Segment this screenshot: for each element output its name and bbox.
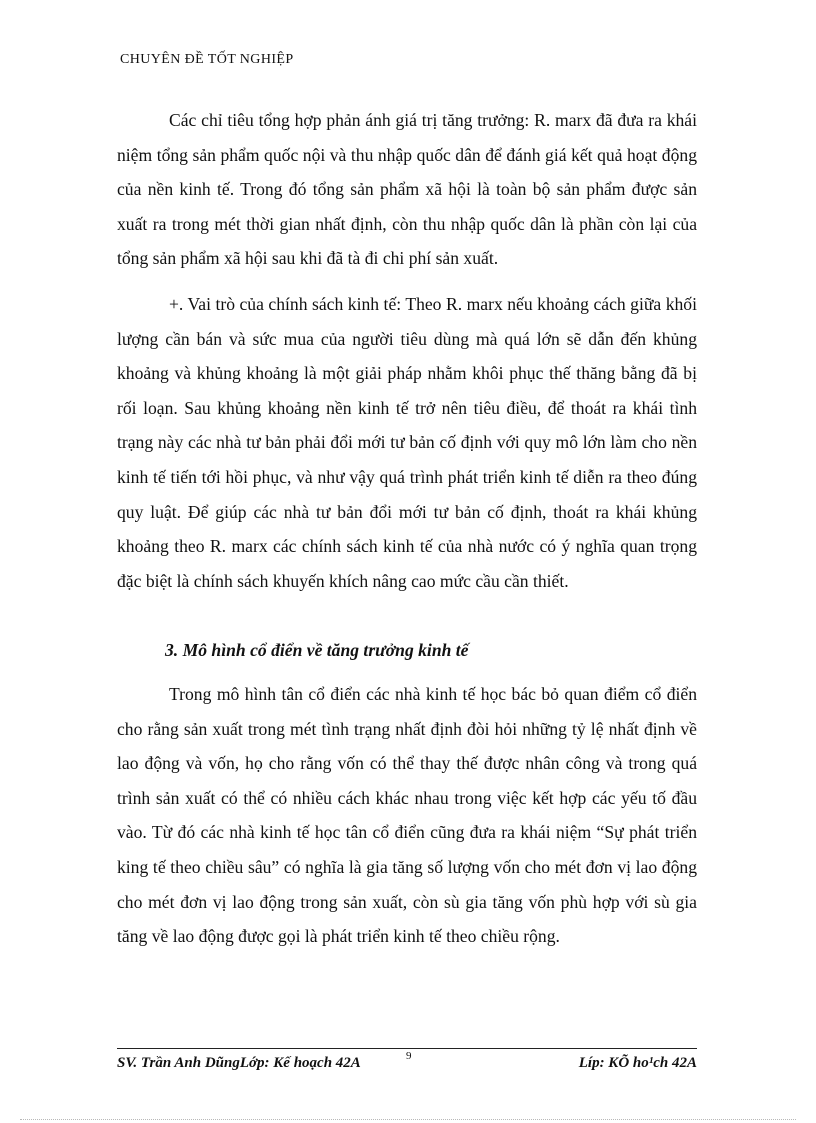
paragraph-growth-indicators: Các chỉ tiêu tổng hợp phản ánh giá trị tăng trưởng: R. marx đã đưa ra khái niệm tổng sản phẩm quốc nội và thu nhập quốc dân để đánh giá kết quả hoạt động của nền kinh tế. Trong đó tổng sản phẩm xã hội là toàn bộ sản phẩm được sản xuất ra trong mét thời gian nhất định, còn thu nhập quốc dân là phần còn lại của tổng sản phẩm xã hội sau khi đã tà đi chi phí sản xuất.	[117, 110, 697, 269]
footer-class-label: Líp: KÕ ho¹ch 42A	[578, 1055, 697, 1071]
footer-author-class: SV. Trần Anh DũngLớp: Kế hoạch 42A	[117, 1055, 361, 1071]
footer-divider	[117, 1048, 697, 1049]
paragraph-neoclassical-model: Trong mô hình tân cổ điển các nhà kinh tế học bác bỏ quan điểm cổ điển cho rằng sản xuất trong mét tình trạng nhất định đòi hỏi những tỷ lệ nhất định về lao động và vốn, họ cho rằng vốn có thể thay thế được nhân công và trong quá trình sản xuất có thể có nhiều cách khác nhau trong việc kết hợp các yếu tố đầu vào. Từ đó các nhà kinh tế học tân cổ điển cũng đưa ra khái niệm “Sự phát triển king tế theo chiều sâu” có nghĩa là gia tăng số lượng vốn cho mét đơn vị lao động cho mét đơn vị lao động trong sản xuất, còn sù gia tăng vốn phù hợp với sù gia tăng về lao động được gọi là phát triển kinh tế theo chiều rộng.	[117, 684, 697, 947]
page-number: 9	[406, 1050, 412, 1062]
page-bottom-border	[20, 1119, 796, 1120]
paragraph-economic-policy-role: +. Vai trò của chính sách kinh tế: Theo R. marx nếu khoảng cách giữa khối lượng cần bán và sức mua của người tiêu dùng mà quá lớn sẽ dẫn đến khủng khoảng và khủng khoảng là một giải pháp nhằm khôi phục thế thăng bằng đã bị rối loạn. Sau khủng khoảng nền kinh tế trở nên tiêu điều, để thoát ra khái tình trạng này các nhà tư bản phải đổi mới tư bản cố định với quy mô lớn làm cho nền kinh tế tiến tới hồi phục, và như vậy quá trình phát triển kinh tế diễn ra theo đúng quy luật. Để giúp các nhà tư bản đổi mới tư bản cố định, thoát ra khái khủng khoảng theo R. marx các chính sách kinh tế của nhà nước có ý nghĩa quan trọng đặc biệt là chính sách khuyến khích nâng cao mức cầu cần thiết.	[117, 294, 697, 591]
section-heading: 3. Mô hình cổ điển về tăng trưởng kinh tế	[165, 640, 469, 660]
running-header: CHUYÊN ĐỀ TỐT NGHIỆP	[120, 52, 294, 67]
